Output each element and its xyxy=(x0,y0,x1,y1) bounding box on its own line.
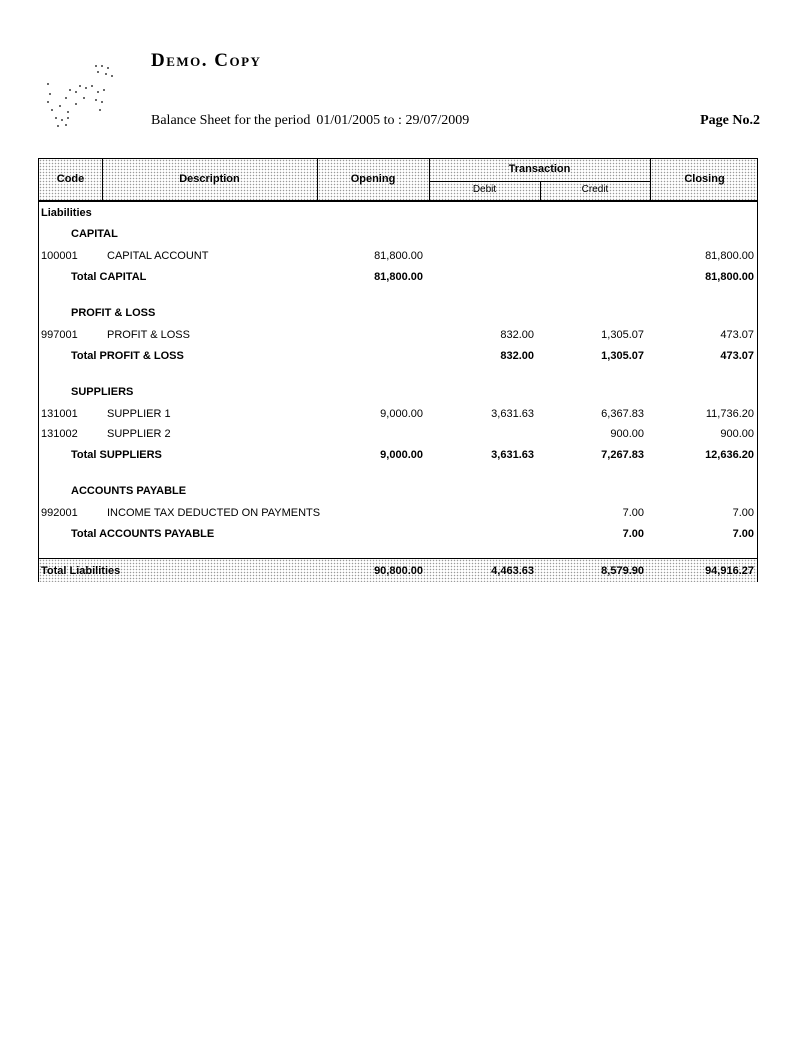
credit-value: 7.00 xyxy=(622,507,644,519)
closing-value: 900.00 xyxy=(720,428,754,440)
account-code: 131001 xyxy=(41,408,78,420)
column-header-opening: Opening xyxy=(350,173,396,185)
grand-total-row xyxy=(39,558,757,582)
account-code: 992001 xyxy=(41,507,78,519)
closing-value: 7.00 xyxy=(732,507,754,519)
section-total-label: Total SUPPLIERS xyxy=(71,449,162,461)
credit-value: 7,267.83 xyxy=(601,449,644,461)
section-heading xyxy=(39,385,757,399)
closing-value: 473.07 xyxy=(720,350,754,362)
section-total-label: Total CAPITAL xyxy=(71,271,147,283)
report-period-label: Balance Sheet for the period xyxy=(151,113,311,128)
account-description: SUPPLIER 1 xyxy=(107,408,171,420)
opening-value: 9,000.00 xyxy=(380,449,423,461)
opening-value: 81,800.00 xyxy=(374,271,423,283)
column-header-debit: Debit xyxy=(472,184,497,195)
account-code: 997001 xyxy=(41,329,78,341)
column-header-credit: Credit xyxy=(581,184,609,195)
table-row xyxy=(39,506,757,520)
grand-total-label: Total Liabilities xyxy=(41,565,121,577)
section-heading xyxy=(39,484,757,498)
table-header xyxy=(39,159,757,202)
balance-sheet-table xyxy=(38,158,758,582)
report-period xyxy=(151,113,469,129)
section-name: PROFIT & LOSS xyxy=(71,307,156,319)
table-row xyxy=(39,427,757,441)
grand-total-closing: 94,916.27 xyxy=(705,565,754,577)
section-total-row xyxy=(39,270,757,284)
closing-value: 7.00 xyxy=(732,528,754,540)
company-logo xyxy=(40,62,120,128)
debit-value: 832.00 xyxy=(500,329,534,341)
credit-value: 6,367.83 xyxy=(601,408,644,420)
closing-value: 81,800.00 xyxy=(705,271,754,283)
group-title-label: Liabilities xyxy=(41,207,92,219)
section-heading xyxy=(39,227,757,241)
grand-total-credit: 8,579.90 xyxy=(601,565,644,577)
group-title xyxy=(39,206,757,220)
column-header-description: Description xyxy=(179,173,240,185)
table-row xyxy=(39,328,757,342)
table-row xyxy=(39,407,757,421)
account-code: 131002 xyxy=(41,428,78,440)
demo-copy-title: Demo. Copy xyxy=(151,50,262,71)
section-total-row xyxy=(39,349,757,363)
account-description: CAPITAL ACCOUNT xyxy=(107,250,209,262)
closing-value: 12,636.20 xyxy=(705,449,754,461)
closing-value: 11,736.20 xyxy=(705,408,754,420)
section-total-row xyxy=(39,448,757,462)
report-period-dates: 01/01/2005 to : 29/07/2009 xyxy=(316,113,470,128)
credit-value: 1,305.07 xyxy=(601,350,644,362)
section-name: CAPITAL xyxy=(71,228,118,240)
column-header-closing: Closing xyxy=(684,173,725,185)
section-total-label: Total PROFIT & LOSS xyxy=(71,350,184,362)
closing-value: 81,800.00 xyxy=(705,250,754,262)
page-number: Page No.2 xyxy=(700,113,760,128)
account-code: 100001 xyxy=(41,250,78,262)
opening-value: 9,000.00 xyxy=(380,408,423,420)
section-name: SUPPLIERS xyxy=(71,386,134,398)
debit-value: 3,631.63 xyxy=(491,449,534,461)
column-header-code: Code xyxy=(56,173,85,185)
grand-total-opening: 90,800.00 xyxy=(374,565,423,577)
account-description: INCOME TAX DEDUCTED ON PAYMENTS xyxy=(107,507,321,519)
opening-value: 81,800.00 xyxy=(374,250,423,262)
debit-value: 3,631.63 xyxy=(491,408,534,420)
table-row xyxy=(39,249,757,263)
account-description: PROFIT & LOSS xyxy=(107,329,190,341)
column-header-transaction: Transaction xyxy=(508,163,571,175)
account-description: SUPPLIER 2 xyxy=(107,428,171,440)
section-name: ACCOUNTS PAYABLE xyxy=(71,485,187,497)
credit-value: 1,305.07 xyxy=(601,329,644,341)
closing-value: 473.07 xyxy=(720,329,754,341)
section-total-label: Total ACCOUNTS PAYABLE xyxy=(71,528,215,540)
credit-value: 7.00 xyxy=(622,528,644,540)
grand-total-debit: 4,463.63 xyxy=(491,565,534,577)
section-heading xyxy=(39,306,757,320)
credit-value: 900.00 xyxy=(610,428,644,440)
debit-value: 832.00 xyxy=(500,350,534,362)
section-total-row xyxy=(39,527,757,541)
